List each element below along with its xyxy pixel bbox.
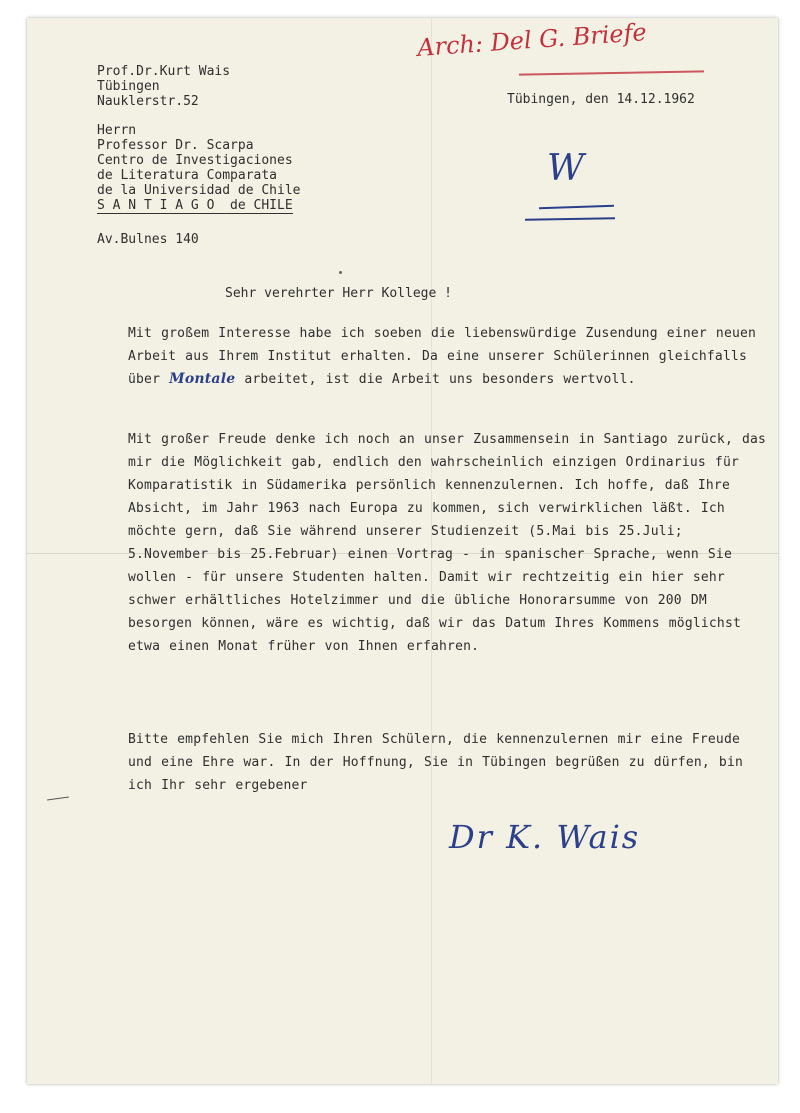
handwritten-insert: Montale bbox=[169, 371, 236, 387]
recipient-line-2: Professor Dr. Scarpa bbox=[97, 138, 254, 153]
edge-mark bbox=[47, 796, 69, 800]
ink-dot bbox=[339, 271, 342, 274]
archive-annotation: Arch: Del G. Briefe bbox=[416, 18, 648, 62]
paragraph-1-start: Mit großem Interesse habe ich soeben die liebenswürdige Zusendung einer neuen Arbeit aus Ihrem Institut erhalten. Da eine unserer Schülerinnen gleichfalls über bbox=[128, 326, 757, 387]
salutation: Sehr verehrter Herr Kollege ! bbox=[225, 286, 452, 301]
recipient-line-1: Herrn bbox=[97, 123, 137, 138]
recipient-address bbox=[97, 123, 301, 214]
recipient-line-4: de Literatura Comparata bbox=[97, 168, 278, 183]
recipient-street: Av.Bulnes 140 bbox=[97, 232, 199, 247]
initial-underline-2 bbox=[525, 217, 615, 221]
handwritten-initial: W bbox=[547, 148, 585, 189]
signature: Dr K. Wais bbox=[449, 818, 641, 856]
recipient-line-5: de la Universidad de Chile bbox=[97, 183, 301, 198]
archive-annotation-underline bbox=[519, 70, 704, 75]
sender-line-2: Tübingen bbox=[97, 79, 160, 94]
paragraph-2: Mit großer Freude denke ich noch an unser Zusammensein in Santiago zurück, das mir die Möglichkeit gab, endlich den wahrscheinlich einzigen Ordinarius für Komparatistik in Südamerika persönlich kennenzulernen. Ich hoffe, daß Ihre Absicht, im Jahr 1963 nach Europa zu kommen, sich verwirklichen läßt. Ich möchte gern, daß Sie während unserer Studienzeit (5.Mai bis 25.Juli; 5.November bis 25.Februar) einen Vortrag - in spanischer Sprache, wenn Sie wollen - für unsere Studenten halten. Damit wir rechtzeitig ein hier sehr schwer erhältliches Hotelzimmer und die übliche Honorarsumme von 200 DM besorgen können, wäre es wichtig, daß wir das Datum Ihres Kommens möglichst etwa einen Monat früher von Ihnen erfahren. bbox=[128, 432, 767, 654]
sender-line-1: Prof.Dr.Kurt Wais bbox=[97, 64, 231, 79]
paragraph-1-end: arbeitet, ist die Arbeit uns besonders wertvoll. bbox=[235, 372, 636, 387]
letter-sheet bbox=[27, 18, 778, 1084]
recipient-city: S A N T I A G O de CHILE bbox=[97, 198, 293, 213]
sender-address bbox=[97, 64, 230, 109]
paragraph-3: Bitte empfehlen Sie mich Ihren Schülern, die kennenzulernen mir eine Freude und eine Ehre war. In der Hoffnung, Sie in Tübingen begrüßen zu dürfen, bin ich Ihr sehr ergebener bbox=[128, 732, 743, 793]
sender-line-3: Nauklerstr.52 bbox=[97, 94, 199, 109]
initial-underline-1 bbox=[539, 205, 614, 210]
letter-date: Tübingen, den 14.12.1962 bbox=[507, 92, 695, 107]
recipient-line-3: Centro de Investigaciones bbox=[97, 153, 293, 168]
paragraph-1 bbox=[128, 322, 768, 391]
